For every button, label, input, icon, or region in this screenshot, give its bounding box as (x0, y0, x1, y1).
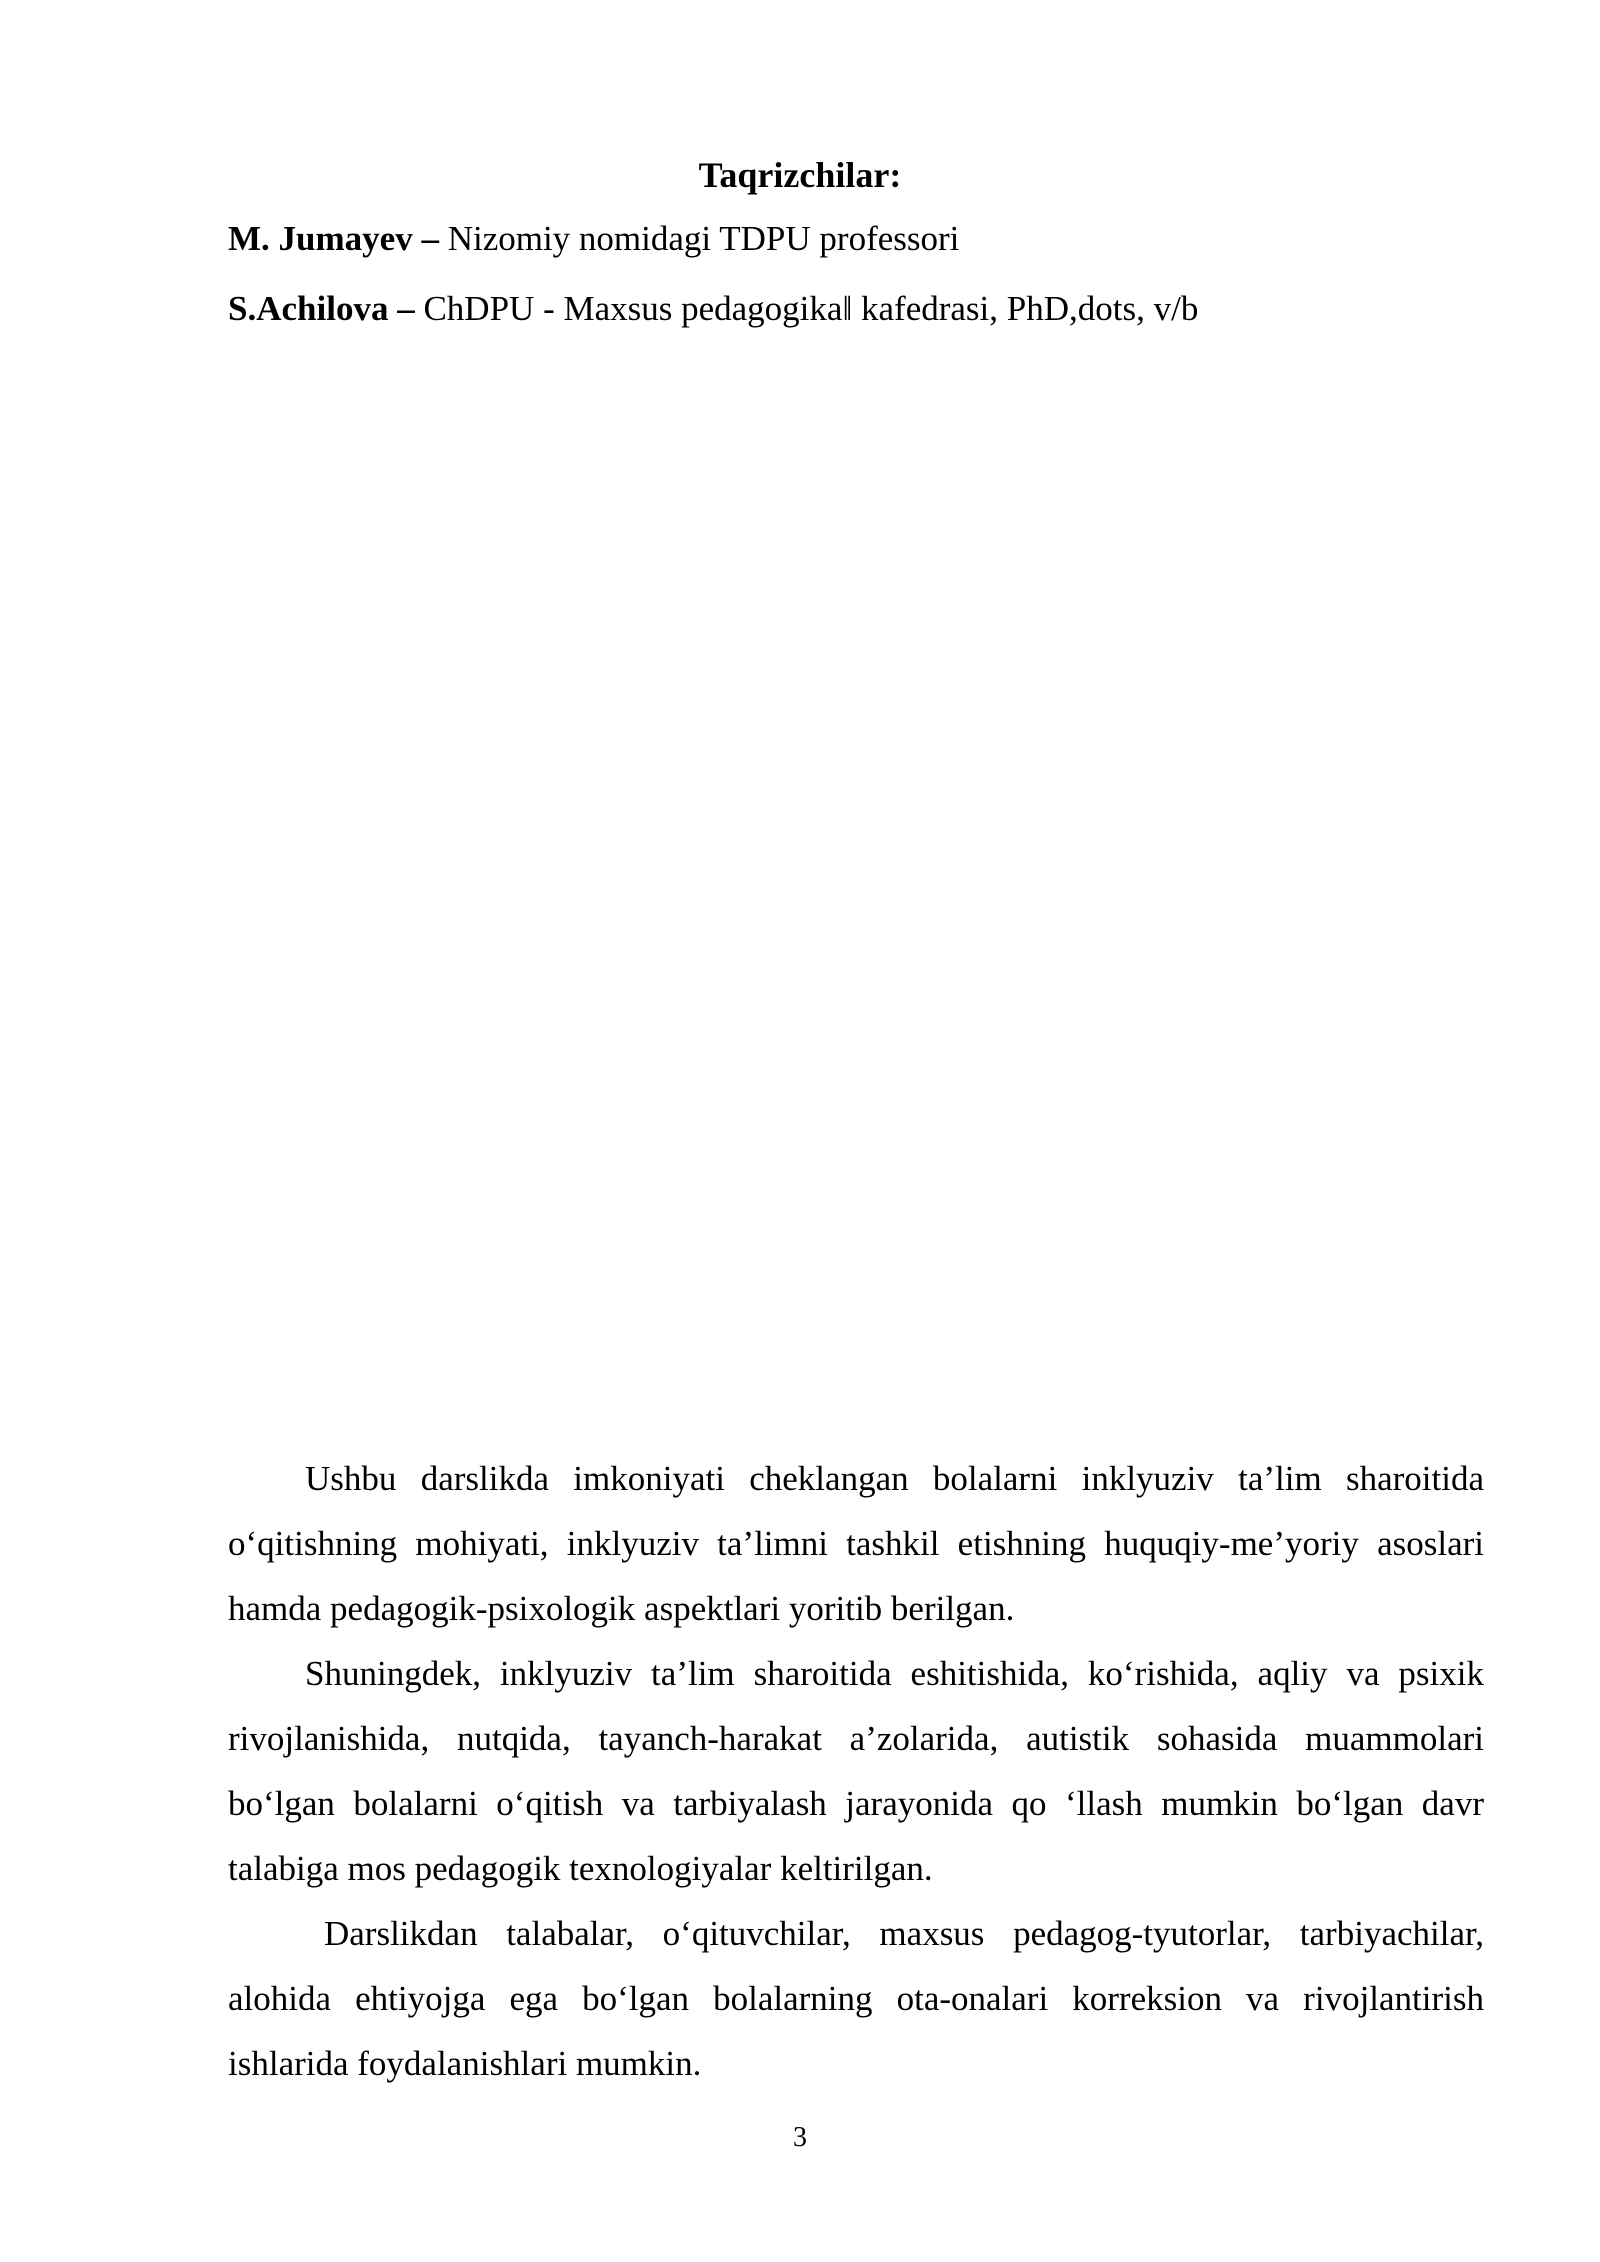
reviewer-separator: – (412, 219, 448, 258)
reviewers-heading: Taqrizchilar: (698, 155, 902, 195)
reviewer-details: ChDPU - Maxsus pedagogika‖ kafedrasi, PhD,dots, v/b (423, 289, 1199, 328)
reviewer-details: Nizomiy nomidagi TDPU professori (447, 219, 960, 258)
paragraph: Ushbu darslikda imkoniyati cheklangan bolalarni inklyuziv ta’lim sharoitida o‘qitishning mohiyati, inklyuziv ta’limni tashkil etishning huquqiy-me’yoriy asoslari hamda pedagogik-psixologik aspektlari yoritib berilgan. (228, 1459, 1484, 1628)
reviewer-name: M. Jumayev (228, 219, 413, 258)
paragraph: Darslikdan talabalar, o‘qituvchilar, maxsus pedagog-tyutorlar, tarbiyachilar, alohida ehtiyojga ega bo‘lgan bolalarning ota-onalari korreksion va rivojlantirish ishlarida foydalanishlari mumkin. (228, 1914, 1484, 2083)
annotation-text (228, 1446, 1484, 2096)
reviewer-entry (228, 282, 1198, 336)
reviewer-entry (228, 212, 959, 266)
reviewer-name: S.Achilova (228, 289, 389, 328)
paragraph: Shuningdek, inklyuziv ta’lim sharoitida eshitishida, ko‘rishida, aqliy va psixik rivojlanishida, nutqida, tayanch-harakat a’zolarida, autistik sohasida muammolari bo‘lgan bolalarni o‘qitish va tarbiyalash jarayonida qo ‘llash mumkin bo‘lgan davr talabiga mos pedagogik texnologiyalar keltirilgan. (228, 1654, 1484, 1888)
reviewer-separator: – (388, 289, 424, 328)
page-number: 3 (793, 2122, 807, 2153)
